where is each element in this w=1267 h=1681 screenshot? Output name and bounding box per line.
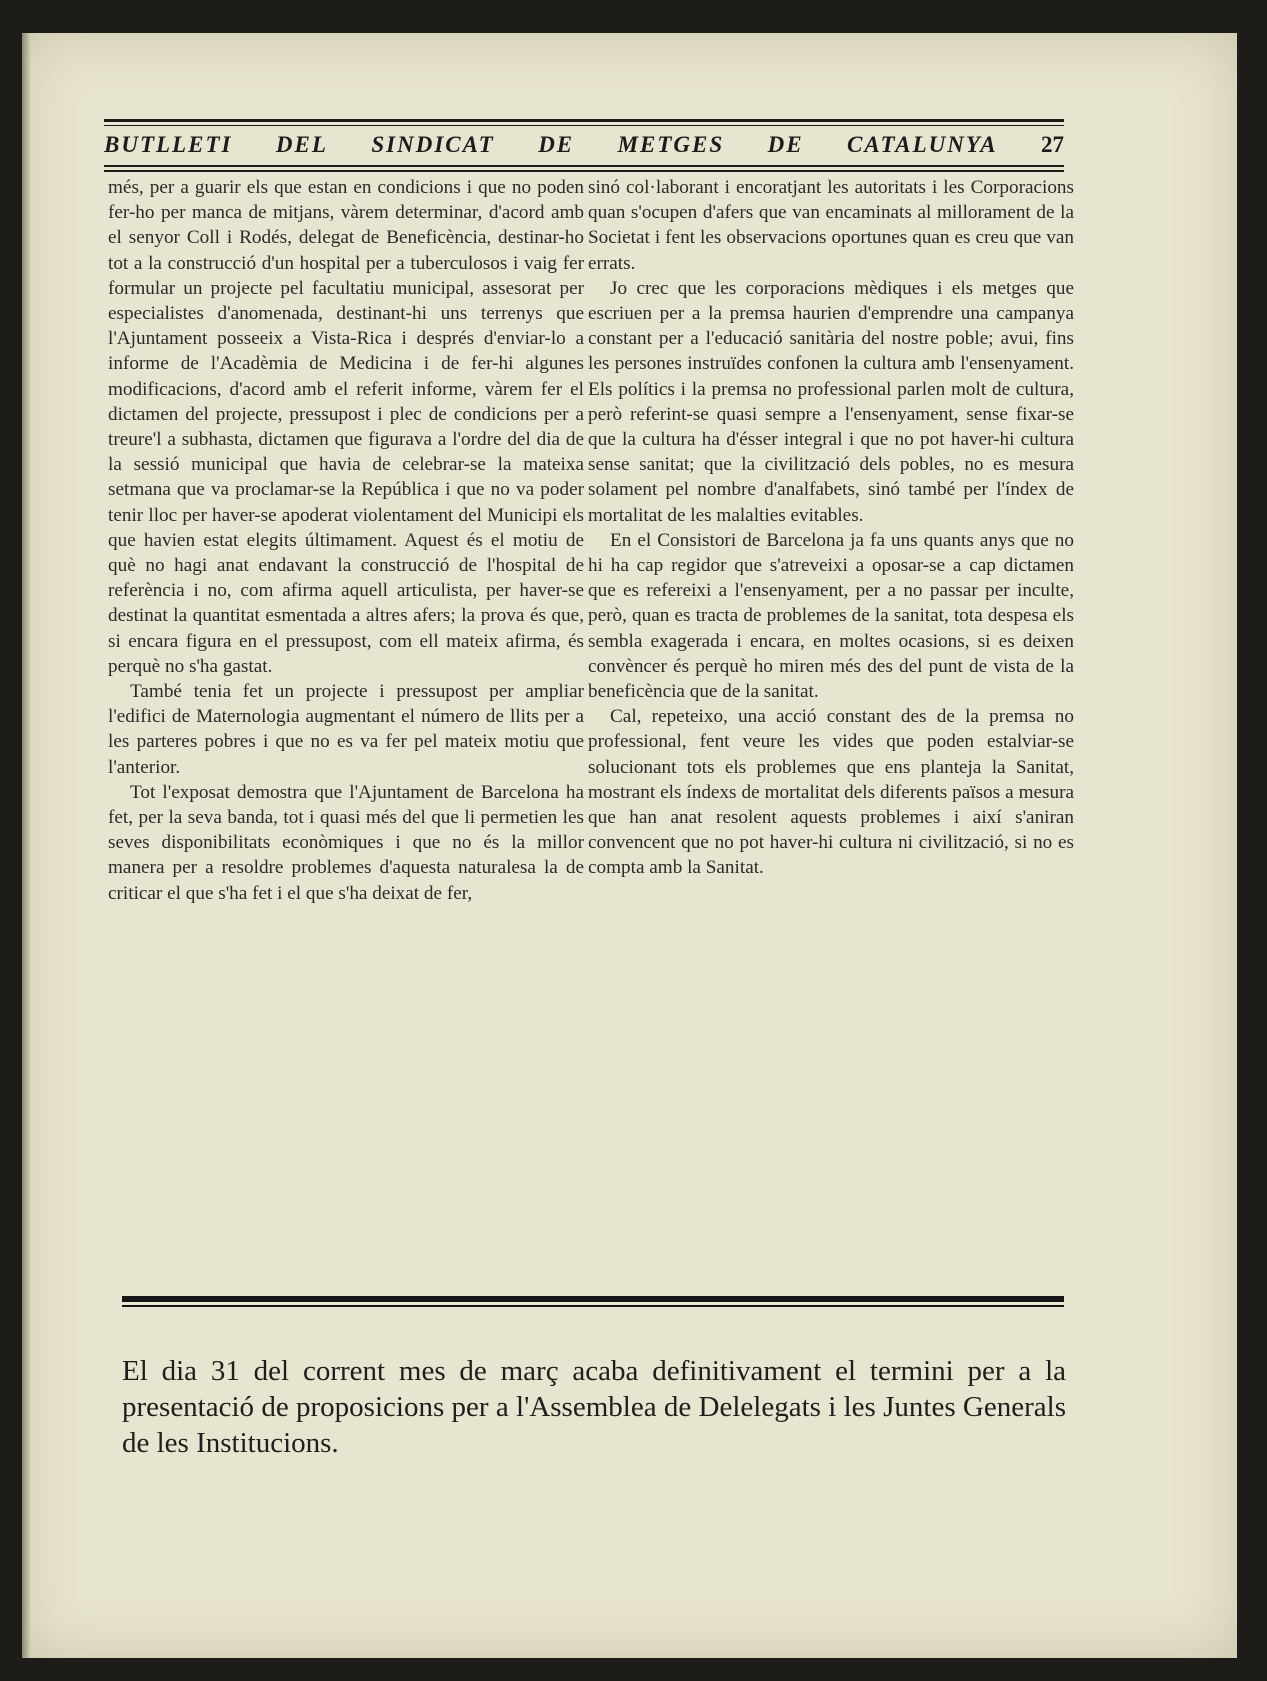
header-word: CATALUNYA [847,132,998,157]
header-rule-top [104,119,1064,122]
header-word: BUTLLETI [104,132,233,157]
running-header [104,84,1064,174]
section-divider [122,1296,1064,1302]
paragraph: També tenia fet un projecte i pressupost per ampliar l'edifici de Maternologia augmentant el número de llits per a les parteres pobres i que no es va fer pel mateix motiu que l'anterior. [108,681,584,778]
paragraph: més, per a guarir els que estan en condicions i que no poden fer-ho per manca de mitjans, vàrem determinar, d'acord amb el senyor Coll i Rodés, delegat de Beneficència, destinar-ho tot a la construcció d'un hospital per a tuberculosos i vaig fer formular un projecte pel facultatiu municipal, assesorat per especialistes d'anomenada, destinant-hi uns terrenys que l'Ajuntament posseeix a Vista-Rica i després d'enviar-lo a informe de l'Acadèmia de Medicina i de fer-hi algunes modificacions, d'acord amb el referit informe, vàrem fer el dictamen del projecte, pressupost i plec de condicions per a treure'l a subhasta, dictamen que figurava a l'ordre del dia de la sessió municipal que havia de celebrar-se la mateixa setmana que va proclamar-se la República i que no va poder tenir lloc per haver-se apoderat violentament del Municipi els que havien estat elegits últimament. Aquest és el motiu de què no hagi anat endavant la construcció de l'hospital de referència i no, com afirma aquell articulista, per haver-se destinat la quantitat esmentada a altres afers; la prova és que, si encara figura en el pressupost, com ell mateix afirma, és perquè no s'ha gastat. [108,177,584,677]
paragraph: Jo crec que les corporacions mèdiques i els metges que escriuen per a la premsa haurien d'emprendre una campanya constant per a l'educació sanitària del nostre poble; avui, fins les persones instruïdes confonen la cultura amb l'ensenyament. Els polítics i la premsa no professional parlen molt de cultura, però referint-se quasi sempre a l'ensenyament, sense fixar-se que la cultura ha d'ésser integral i que no pot haver-hi cultura sense sanitat; que la civilització dels pobles, no es mesura solament pel nombre d'analfabets, sinó també per l'índex de mortalitat de les malalties evitables. [588,277,1074,526]
header-word: DE [767,132,804,157]
header-rule-bottom [104,165,1064,167]
page-spine-shadow [22,33,30,1658]
paragraph: sinó col·laborant i encoratjant les autoritats i les Corporacions quan s'ocupen d'afers que van encaminats al millorament de la Societat i fent les observacions oportunes quan es creu que van errats. [588,177,1074,274]
paragraph: Tot l'exposat demostra que l'Ajuntament de Barcelona ha fet, per la seva banda, tot i quasi més del que li permetien les seves disponibilitats econòmiques i que no és la millor manera per a resoldre problemes d'aquesta naturalesa la de criticar el que s'ha fet i el que s'ha deixat de fer, [108,781,584,904]
header-word: SINDICAT [371,132,495,157]
header-word: METGES [617,132,725,157]
announcement-notice: El dia 31 del corrent mes de març acaba definitivament el termini per a la presentació de proposicions per a l'Assemblea de Delelegats i les Juntes Generals de les Institucions. [122,1355,1066,1459]
left-text-column [108,175,584,906]
header-rule-bottom-2 [104,170,1064,172]
header-word: DE [538,132,575,157]
section-divider-thin [122,1305,1064,1307]
journal-title [104,132,1064,158]
right-text-column [588,175,1074,881]
header-word: DEL [275,132,328,157]
page-number: 27 [1041,132,1064,157]
paragraph: Cal, repeteixo, una acció constant des de la premsa no professional, fent veure les vides que poden estalviar-se solucionant tots els problemes que ens planteja la Sanitat, mostrant els índexs de mortalitat dels diferents països a mesura que han anat resolent aquests problemes i així s'aniran convencent que no pot haver-hi cultura ni civilització, si no es compta amb la Sanitat. [588,706,1074,879]
paragraph: En el Consistori de Barcelona ja fa uns quants anys que no hi ha cap regidor que s'atreveixi a oposar-se a cap dictamen que es refereixi a l'ensenyament, per a no passar per inculte, però, quan es tracta de problemes de la sanitat, tota despesa els sembla exagerada i encara, en moltes ocasions, si es deixen convèncer és perquè ho miren més des del punt de vista de la beneficència que de la sanitat. [588,529,1074,703]
header-rule-top-thin [104,125,1064,126]
